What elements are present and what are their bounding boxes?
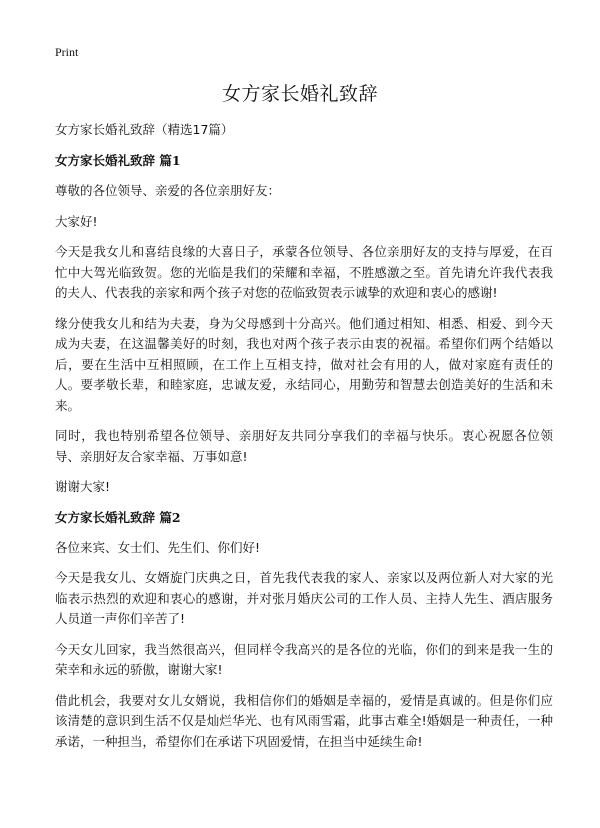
body-paragraph: 今天女儿回家，我当然很高兴，但同样令我高兴的是各位的光临，你们的到来是我一生的荣幸和永远的骄傲，谢谢大家!	[55, 641, 553, 677]
section-heading-2: 女方家长婚礼致辞 篇2	[55, 509, 181, 525]
salutation-paragraph: 各位来宾、女士们、先生们、你们好!	[55, 539, 261, 555]
body-paragraph: 缘分使我女儿和结为夫妻，身为父母感到十分高兴。他们通过相知、相悉、相爱、到今天成为夫妻，在这温馨美好的时刻，我也对两个孩子表示由衷的祝福。希望你们两个结婚以后，要在生活中互相照顾，在工作上互相支持，做对社会有用的人，做对家庭有责任的人。要孝敬长辈，和睦家庭，忠诚友爱，永结同心，用勤劳和智慧去创造美好的生活和未来。	[55, 315, 553, 413]
body-paragraph: 借此机会，我要对女儿女婿说，我相信你们的婚姻是幸福的，爱情是真诚的。但是你们应该清楚的意识到生活不仅是灿烂华光、也有风雨雪霜，此事古难全!婚姻是一种责任，一种承诺，一种担当，希望你们在承诺下巩固爱情，在担当中延续生命!	[55, 692, 553, 749]
document-body	[55, 121, 553, 762]
greeting-paragraph: 大家好!	[55, 213, 98, 229]
document-subtitle: 女方家长婚礼致辞（精选17篇）	[55, 122, 234, 137]
print-link[interactable]: Print	[55, 45, 79, 59]
body-paragraph: 今天是我女儿和喜结良缘的大喜日子，承蒙各位领导、各位亲朋好友的支持与厚爱，在百忙中大驾光临致贺。您的光临是我们的荣耀和幸福，不胜感激之至。首先请允许我代表我的夫人、代表我的亲家和两个孩子对您的莅临致贺表示诚挚的欢迎和衷心的感谢!	[55, 244, 553, 300]
closing-paragraph: 谢谢大家!	[55, 479, 111, 494]
document-title: 女方家长婚礼致辞	[221, 83, 378, 105]
salutation-paragraph: 尊敬的各位领导、亲爱的各位亲朋好友：	[55, 183, 281, 198]
section-heading-1: 女方家长婚礼致辞 篇1	[55, 153, 181, 168]
body-paragraph: 今天是我女儿、女婿旋门庆典之日，首先我代表我的家人、亲家以及两位新人对大家的光临表示热烈的欢迎和衷心的感谢，并对张月婚庆公司的工作人员、主持人先生、酒店服务人员道一声你们辛苦了!	[55, 570, 553, 626]
body-paragraph: 同时，我也特别希望各位领导、亲朋好友共同分享我们的幸福与快乐。衷心祝愿各位领导、亲朋好友合家幸福、万事如意!	[55, 428, 553, 464]
